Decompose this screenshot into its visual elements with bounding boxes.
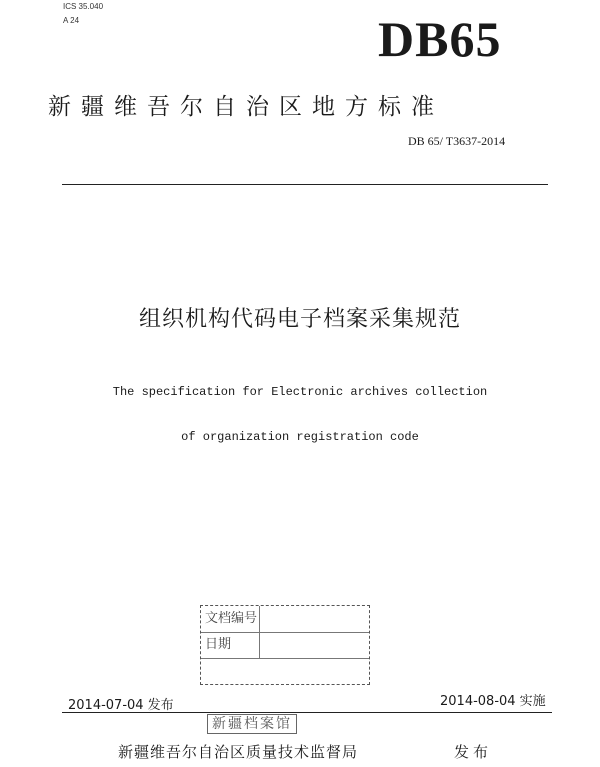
stamp-row <box>201 658 369 732</box>
stamp-row <box>201 632 369 659</box>
date-divider <box>62 712 552 713</box>
standard-number: DB 65/ T3637-2014 <box>408 134 506 148</box>
ics-code: ICS 35.040 <box>63 2 104 11</box>
standard-type-title: 新疆维吾尔自治区地方标准 <box>48 94 444 120</box>
document-title-english-line1: The specification for Electronic archives collection <box>112 385 488 399</box>
standard-logo: DB65 <box>378 11 502 67</box>
stamp-row-label: 日期 <box>205 637 232 652</box>
implementation-date: 2014-08-04 实施 <box>440 694 546 709</box>
document-title-english-line2: of organization registration code <box>181 430 419 444</box>
header-divider <box>62 184 548 185</box>
issue-date: 2014-07-04 发布 <box>68 698 174 713</box>
document-title-chinese: 组织机构代码电子档案采集规范 <box>138 307 461 332</box>
stamp-row-label: 文档编号 <box>205 611 258 626</box>
classification-code: A 24 <box>63 16 80 25</box>
issue-label: 发布 <box>454 743 493 761</box>
stamp-seal: 新疆档案馆 <box>207 714 297 734</box>
stamp-row <box>201 606 369 633</box>
issuing-authority: 新疆维吾尔自治区质量技术监督局 <box>118 743 359 761</box>
archive-stamp <box>200 605 370 732</box>
